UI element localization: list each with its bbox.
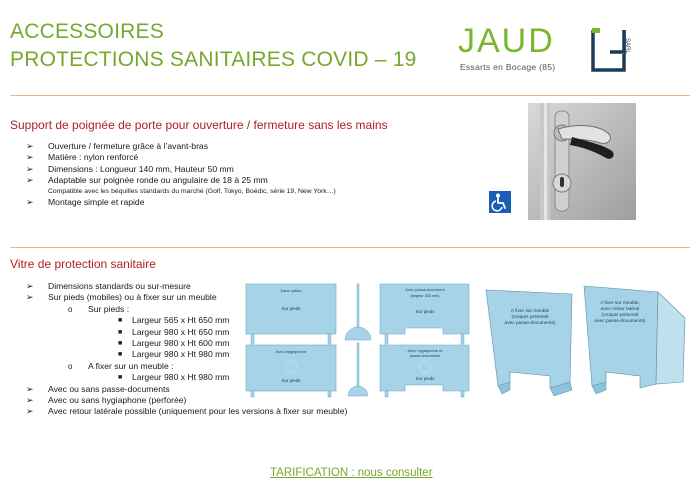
glass-panel-side-view bbox=[345, 284, 371, 340]
list-item: ➢ Avec ou sans passe-documents bbox=[26, 383, 170, 394]
glass-panel-document-pass bbox=[380, 284, 469, 344]
square-bullet-icon: ■ bbox=[118, 339, 123, 347]
glass-panel-hygiaphone bbox=[246, 345, 336, 397]
wheelchair-accessibility-icon bbox=[489, 191, 511, 213]
panel-label: (largeur 300 mm) bbox=[410, 294, 440, 298]
glass-panel-side-view bbox=[348, 343, 368, 396]
section-divider bbox=[10, 247, 690, 248]
panel-label: (croquis présenté bbox=[511, 315, 549, 320]
glass-panel-no-option bbox=[246, 284, 336, 344]
list-subitem: o A fixer sur un meuble : bbox=[68, 360, 174, 371]
circle-bullet-icon: o bbox=[68, 304, 73, 314]
logo-legal-form: SARL bbox=[624, 38, 630, 54]
square-bullet-icon: ■ bbox=[118, 374, 123, 382]
panel-label: Sur pieds bbox=[281, 306, 301, 311]
list-item: ➢ Sur pieds (mobiles) ou à fixer sur un meuble bbox=[26, 292, 217, 303]
arrow-bullet-icon: ➢ bbox=[26, 152, 34, 163]
panel-label: Avec hygiaphone bbox=[275, 349, 307, 354]
panel-label: A fixer sur meuble, bbox=[600, 301, 640, 306]
size-item: ■ Largeur 980 x Ht 650 mm bbox=[118, 326, 230, 337]
arrow-bullet-icon: ➢ bbox=[26, 292, 34, 303]
list-item: ➢ Dimensions : Longueur 140 mm, Hauteur 50 mm bbox=[26, 163, 234, 174]
arrow-bullet-icon: ➢ bbox=[26, 196, 34, 207]
section-title-door-handle: Support de poignée de porte pour ouverture / fermeture sans les mains bbox=[10, 118, 388, 132]
page-title-line-1: ACCESSOIRES bbox=[10, 20, 164, 43]
list-item: ➢ Adaptable sur poignée ronde ou angulaire de 18 à 25 mm bbox=[26, 175, 268, 186]
panel-label: Sur pieds bbox=[415, 309, 435, 314]
size-item: ■ Largeur 980 x Ht 600 mm bbox=[118, 337, 230, 348]
panel-label: Sur pieds bbox=[415, 376, 435, 381]
list-item: ➢ Matière : nylon renforcé bbox=[26, 152, 139, 163]
arrow-bullet-icon: ➢ bbox=[26, 406, 34, 417]
square-bullet-icon: ■ bbox=[118, 351, 123, 359]
size-item: ■ Largeur 565 x Ht 650 mm bbox=[118, 315, 230, 326]
arrow-bullet-icon: ➢ bbox=[26, 394, 34, 405]
door-handle-features-list bbox=[26, 141, 336, 208]
list-item: ➢ Montage simple et rapide bbox=[26, 196, 145, 207]
panel-label: avec retour latéral bbox=[600, 307, 640, 312]
page-title-line-2: PROTECTIONS SANITAIRES COVID – 19 bbox=[10, 48, 417, 71]
section-divider bbox=[10, 95, 690, 96]
compatibility-note: Compatible avec les béquilles standards du marché (Golf, Tokyo, Boédic, série 19, New York…) bbox=[48, 187, 336, 195]
pricing-link[interactable]: TARIFICATION : nous consulter bbox=[270, 467, 433, 479]
square-bullet-icon: ■ bbox=[118, 328, 123, 336]
panel-label: Avec passe-document bbox=[405, 287, 445, 292]
glass-desk-mounted bbox=[486, 290, 572, 396]
logo-wordmark: JAUD bbox=[458, 22, 555, 60]
panel-label: Sur pieds bbox=[281, 378, 301, 383]
circle-bullet-icon: o bbox=[68, 361, 73, 371]
arrow-bullet-icon: ➢ bbox=[26, 163, 34, 174]
size-item: ■ Largeur 980 x Ht 980 mm bbox=[118, 349, 230, 360]
panel-label: A fixer sur meuble bbox=[510, 309, 550, 314]
freestanding-glass-diagram bbox=[245, 283, 470, 398]
panel-label: (croquis présenté bbox=[601, 313, 639, 318]
company-logo bbox=[458, 22, 638, 82]
section-title-protection-glass: Vitre de protection sanitaire bbox=[10, 257, 156, 271]
square-bullet-icon: ■ bbox=[118, 317, 123, 325]
desk-mounted-glass-diagram bbox=[480, 282, 690, 397]
door-handle-photo bbox=[528, 103, 636, 220]
panel-label: passe-documents bbox=[410, 354, 440, 358]
glass-desk-mounted-side-return bbox=[584, 286, 685, 394]
arrow-bullet-icon: ➢ bbox=[26, 383, 34, 394]
panel-label: Sans option bbox=[280, 288, 302, 293]
panel-label: avec passe-documents) bbox=[504, 321, 556, 326]
arrow-bullet-icon: ➢ bbox=[26, 141, 34, 151]
list-item: ➢ Avec ou sans hygiaphone (perforée) bbox=[26, 394, 187, 405]
list-subitem: o Sur pieds : bbox=[68, 303, 130, 314]
logo-mark-icon bbox=[590, 26, 628, 74]
panel-label: Avec hygiaphone et bbox=[407, 348, 443, 353]
arrow-bullet-icon: ➢ bbox=[26, 175, 34, 186]
arrow-bullet-icon: ➢ bbox=[26, 281, 34, 291]
logo-subtitle: Essarts en Bocage (85) bbox=[460, 62, 556, 72]
glass-panel-hygiaphone-document-pass bbox=[380, 345, 469, 397]
size-item: ■ Largeur 980 x Ht 980 mm bbox=[118, 372, 230, 383]
list-item: ➢ Avec retour latérale possible (uniquement pour les versions à fixer sur meuble) bbox=[26, 406, 348, 417]
panel-label: avec passe-documents) bbox=[594, 319, 646, 324]
list-item: ➢ Dimensions standards ou sur-mesure bbox=[26, 281, 191, 291]
list-item: ➢ Ouverture / fermeture grâce à l’avant-bras bbox=[26, 141, 209, 151]
